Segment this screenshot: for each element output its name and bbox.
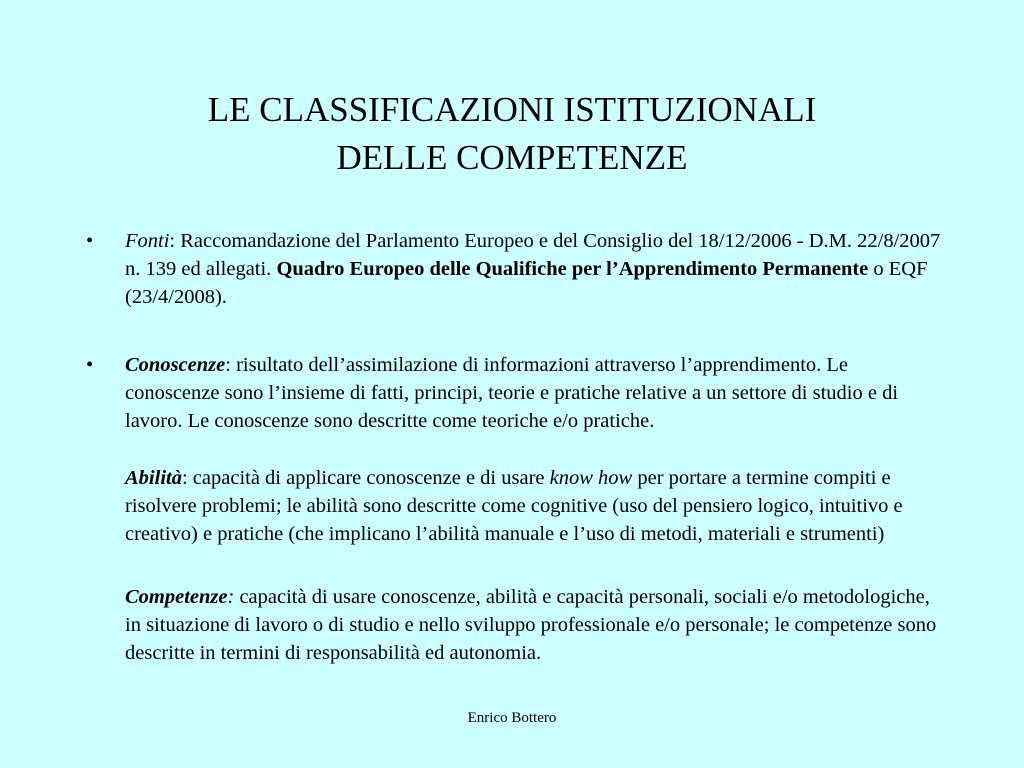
fonti-sep: : [169, 230, 181, 252]
fonti-text [125, 228, 946, 311]
bullet-item-fonti [86, 228, 946, 311]
author-name: Enrico Bottero [467, 710, 557, 726]
competenze-sep: : [227, 586, 240, 608]
fonti-text-1: Raccomandazione del Parlamento Europeo e del Consiglio del 18/12/2006 - D.M. 22/8/2007 n. 139 ed allegati. [125, 230, 941, 280]
fonti-text-2: o EQF (23/4/2008). [125, 257, 928, 308]
bullet-icon: • [86, 230, 94, 252]
conoscenze-sep: : [225, 354, 237, 376]
abilita-term: Abilità [125, 467, 182, 489]
competenze-term: Competenze [125, 586, 228, 608]
bullet-item-conoscenze [86, 352, 946, 435]
competenze-body: capacità di usare conoscenze, abilità e capacità personali, sociali e/o metodologiche, in situazione di lavoro o di studio e nello sviluppo professionale e/o personale; le competenze sono descritte in termini di responsabilità ed autonomia. [125, 586, 937, 664]
paragraph-abilita [125, 465, 945, 548]
conoscenze-body: risultato dell’assimilazione di informazioni attraverso l’apprendimento. Le conoscenze sono l’insieme di fatti, principi, teorie e pratiche relative a un settore di studio e di lavoro. Le conoscenze sono descritte come teoriche e/o pratiche. [125, 354, 899, 432]
abilita-text-2: per portare a termine compiti e risolvere problemi; le abilità sono descritte come cognitive (uso del pensiero logico, intuitivo e creativo) e pratiche (che implicano l’abilità manuale e l’uso di metodi, materiali e strumenti) [125, 467, 903, 545]
slide-footer [0, 708, 1024, 728]
fonti-bold-text: Quadro Europeo delle Qualifiche per l’Apprendimento Permanente [276, 257, 869, 280]
bullet-icon: • [86, 354, 94, 376]
abilita-text-1: capacità di applicare conoscenze e di usare [192, 467, 550, 489]
paragraph-competenze [125, 584, 945, 667]
abilita-italic-text: know how [549, 467, 633, 489]
abilita-sep: : [181, 467, 193, 489]
conoscenze-text [125, 352, 946, 435]
conoscenze-term: Conoscenze [125, 354, 226, 376]
slide-title-line-1: LE CLASSIFICAZIONI ISTITUZIONALI [207, 90, 817, 129]
slide-title [0, 86, 1024, 182]
slide-title-line-2: DELLE COMPETENZE [336, 138, 688, 177]
fonti-term: Fonti [125, 230, 170, 252]
